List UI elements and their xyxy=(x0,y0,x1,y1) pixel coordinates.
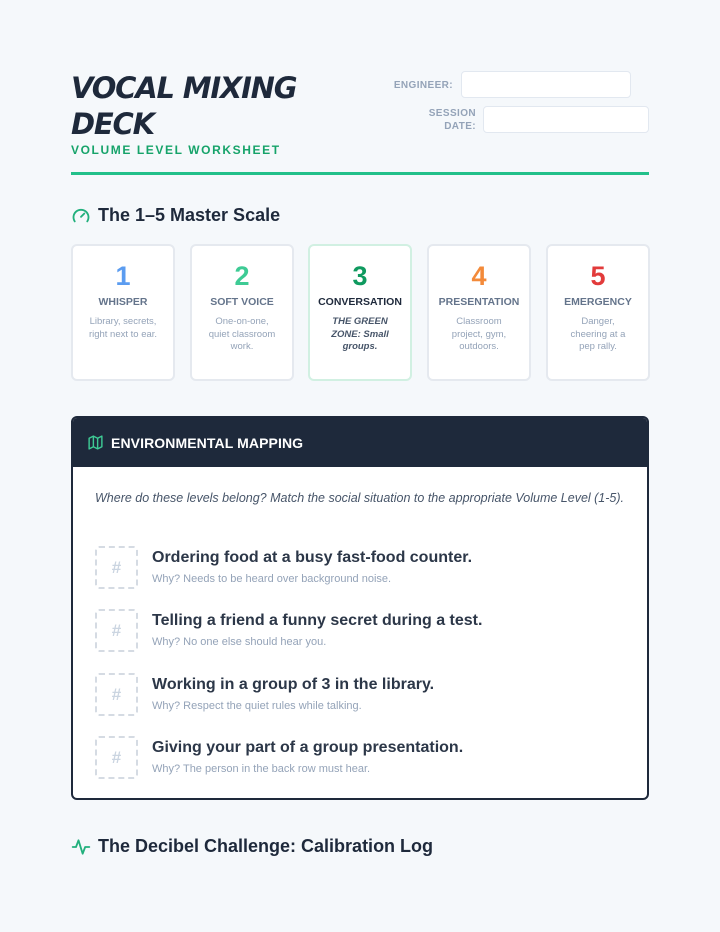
scale-name: WHISPER xyxy=(98,296,148,308)
title-line-1: VOCAL MIXING xyxy=(71,71,297,105)
level-answer-box[interactable]: # xyxy=(95,609,138,652)
level-answer-box[interactable]: # xyxy=(95,546,138,589)
pulse-icon xyxy=(71,837,91,857)
worksheet-title xyxy=(71,70,371,142)
engineer-field[interactable] xyxy=(461,71,631,98)
master-scale-heading xyxy=(71,205,280,226)
engineer-label: ENGINEER: xyxy=(393,80,453,91)
scale-name: SOFT VOICE xyxy=(210,296,274,308)
scale-card-5 xyxy=(546,244,650,381)
level-answer-box[interactable]: # xyxy=(95,736,138,779)
situation-reason: Why? No one else should hear you. xyxy=(152,636,327,648)
environmental-mapping-instructions: Where do these levels belong? Match the social situation to the appropriate Volume Level (1-5). xyxy=(95,491,625,505)
level-answer-box[interactable]: # xyxy=(95,673,138,716)
master-scale-title: The 1–5 Master Scale xyxy=(98,205,281,225)
situation-title: Ordering food at a busy fast-food counter. xyxy=(152,549,473,566)
header-divider xyxy=(71,172,649,175)
session-date-label xyxy=(400,107,476,133)
situation-title: Working in a group of 3 in the library. xyxy=(152,676,435,693)
list-item xyxy=(95,673,625,717)
worksheet-subtitle: VOLUME LEVEL WORKSHEET xyxy=(71,143,281,157)
situation-reason: Why? Needs to be heard over background noise. xyxy=(152,573,392,585)
title-line-2: DECK xyxy=(71,107,154,141)
decibel-challenge-title: The Decibel Challenge: Calibration Log xyxy=(98,836,434,856)
environmental-mapping-panel xyxy=(71,416,649,800)
situation-title: Giving your part of a group presentation. xyxy=(152,739,464,756)
situation-reason: Why? The person in the back row must hear. xyxy=(152,763,371,775)
gauge-icon xyxy=(71,206,91,226)
scale-description: THE GREEN ZONE: Small groups. xyxy=(331,316,389,353)
session-date-field[interactable] xyxy=(483,106,649,133)
scale-card-4 xyxy=(427,244,531,381)
scale-card-1 xyxy=(71,244,175,381)
environmental-mapping-title: ENVIRONMENTAL MAPPING xyxy=(111,434,304,451)
scale-description: One-on-one, quiet classroom work. xyxy=(208,316,276,353)
scale-number: 4 xyxy=(471,261,487,291)
list-item xyxy=(95,609,625,653)
list-item xyxy=(95,736,625,780)
scale-description: Danger, cheering at a pep rally. xyxy=(570,316,626,353)
scale-number: 1 xyxy=(115,261,131,291)
scale-card-2 xyxy=(190,244,294,381)
scale-name: PRESENTATION xyxy=(438,296,520,308)
scale-description: Classroom project, gym, outdoors. xyxy=(451,316,507,353)
situation-reason: Why? Respect the quiet rules while talking. xyxy=(152,700,362,712)
scale-number: 3 xyxy=(352,261,368,291)
scale-number: 2 xyxy=(234,261,250,291)
decibel-challenge-heading xyxy=(71,836,433,857)
scale-description: Library, secrets, right next to ear. xyxy=(88,316,158,340)
session-label-line-1: SESSION xyxy=(428,108,476,119)
session-label-line-2: DATE: xyxy=(444,121,476,132)
scale-card-3 xyxy=(308,244,412,381)
map-icon xyxy=(87,434,104,451)
list-item xyxy=(95,546,625,590)
environmental-mapping-header xyxy=(73,418,647,467)
situation-title: Telling a friend a funny secret during a test. xyxy=(152,612,483,629)
scale-name: CONVERSATION xyxy=(318,296,402,308)
scale-number: 5 xyxy=(590,261,606,291)
scale-name: EMERGENCY xyxy=(564,296,632,308)
